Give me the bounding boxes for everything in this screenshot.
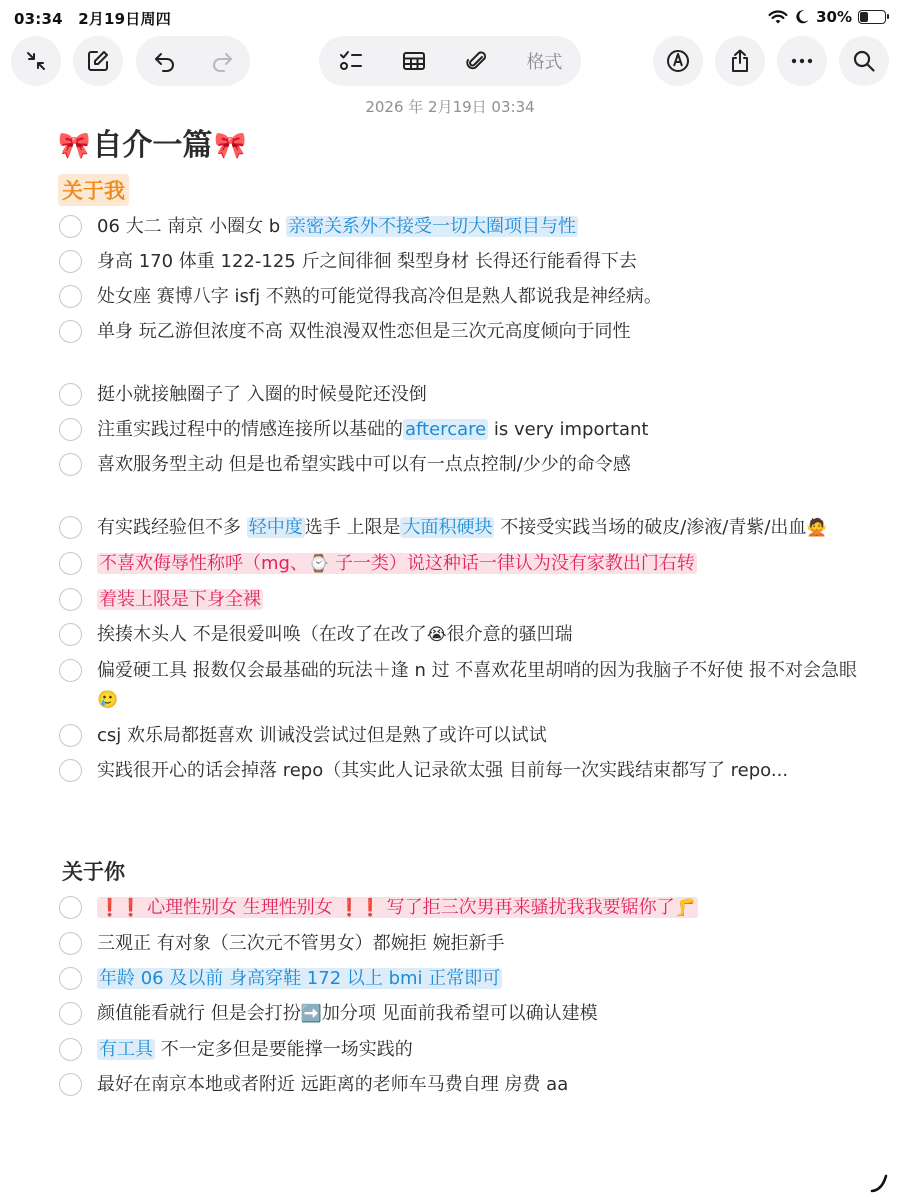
checklist-about-you <box>58 893 858 1099</box>
highlight-text: 心理性别女 生理性别女 <box>141 897 339 918</box>
status-left <box>14 8 181 29</box>
moon-icon <box>794 9 810 25</box>
bow-emoji: 🎀 <box>58 131 91 161</box>
markup-pen-icon <box>665 48 691 74</box>
status-date: 2月19日周四 <box>78 10 171 28</box>
section-heading-about-me: 关于我 <box>58 174 129 206</box>
checkbox[interactable] <box>59 896 82 919</box>
highlight-text: 子一类）说这种话一律认为没有家教出门右转 <box>329 553 695 574</box>
markup-button[interactable] <box>653 36 703 86</box>
checklist-item <box>58 282 858 311</box>
checklist-item <box>58 380 858 409</box>
watch-emoji: ⌚ <box>307 554 330 574</box>
item-text: 偏爱硬工具 报数仅会最基础的玩法＋逢 n 过 不喜欢花里胡哨的因为我脑子不好使 报不对会急眼 <box>97 660 858 681</box>
highlight-text: aftercare <box>405 419 487 440</box>
blank-lines <box>58 791 858 849</box>
highlight-text: 不喜欢侮辱性称呼（mg、 <box>99 553 308 574</box>
highlight-text: 有工具 <box>99 1039 153 1060</box>
checkbox[interactable] <box>59 1073 82 1096</box>
highlight-text: 大面积硬块 <box>402 517 493 538</box>
item-text: 处女座 赛博八字 isfj 不熟的可能觉得我高冷但是熟人都说我是神经病。 <box>97 286 662 307</box>
checkbox[interactable] <box>59 588 82 611</box>
checklist-icon[interactable] <box>338 48 364 74</box>
checkbox[interactable] <box>59 724 82 747</box>
checklist-item <box>58 415 858 444</box>
checklist-item <box>58 893 858 923</box>
undo-redo-group <box>136 36 250 86</box>
attachment-icon[interactable] <box>464 48 490 74</box>
gesture-emoji: 🙅 <box>806 518 828 538</box>
exclamation-emoji: ❗❗ <box>99 898 142 918</box>
page-curl-icon[interactable] <box>868 1172 890 1194</box>
collapse-button[interactable] <box>11 36 61 86</box>
highlight-text: 着装上限是下身全裸 <box>99 589 261 610</box>
more-icon <box>789 48 815 74</box>
share-icon <box>727 48 753 74</box>
checkbox[interactable] <box>59 285 82 308</box>
search-icon <box>851 48 877 74</box>
item-text: 最好在南京本地或者附近 远距离的老师车马费自理 房费 aa <box>97 1074 569 1095</box>
item-text: 身高 170 体重 122-125 斤之间徘徊 梨型身材 长得还行能看得下去 <box>97 251 637 272</box>
checkbox[interactable] <box>59 516 82 539</box>
checkbox[interactable] <box>59 623 82 646</box>
crying-emoji: 😭 <box>426 625 447 645</box>
highlight-text: 轻中度 <box>248 517 303 538</box>
checklist-item <box>58 620 858 650</box>
checklist-item <box>58 212 858 241</box>
checklist-about-me-3 <box>58 513 858 785</box>
search-button[interactable] <box>839 36 889 86</box>
status-bar <box>0 0 900 34</box>
status-right <box>768 8 886 26</box>
checklist-about-me <box>58 212 858 346</box>
item-text: 06 大二 南京 小圈女 b <box>97 216 286 237</box>
checkbox[interactable] <box>59 932 82 955</box>
item-text: 不一定多但是要能撑一场实践的 <box>155 1039 413 1060</box>
blank-line <box>58 485 858 513</box>
note-body[interactable] <box>58 124 858 1105</box>
table-icon[interactable] <box>401 48 427 74</box>
item-text: 有实践经验但不多 <box>97 517 247 538</box>
item-text: 挨揍木头人 不是很爱叫唤（在改了在改了 <box>97 624 427 645</box>
item-text: 选手 上限是 <box>304 517 401 538</box>
compose-icon <box>85 48 111 74</box>
checklist-item <box>58 1070 858 1099</box>
item-text: 不接受实践当场的破皮/渗液/青紫/出血 <box>494 517 807 538</box>
checklist-item <box>58 549 858 579</box>
checklist-item <box>58 999 858 1029</box>
item-text: 三观正 有对象（三次元不管男女）都婉拒 婉拒新手 <box>97 933 505 954</box>
checklist-item <box>58 585 858 614</box>
right-arrow-emoji: ➡️ <box>300 1004 322 1024</box>
blank-line <box>58 352 858 380</box>
item-text: 单身 玩乙游但浓度不高 双性浪漫双性恋但是三次元高度倾向于同性 <box>97 321 631 342</box>
share-button[interactable] <box>715 36 765 86</box>
note-title <box>58 124 858 168</box>
highlight-text: 写了拒三次男再来骚扰我我要锯你了 <box>380 897 675 918</box>
checkbox[interactable] <box>59 383 82 406</box>
checklist-item <box>58 756 858 785</box>
toolbar <box>0 36 900 86</box>
battery-percent: 30% <box>816 8 852 26</box>
checkbox[interactable] <box>59 659 82 682</box>
checklist-item <box>58 450 858 479</box>
checkbox[interactable] <box>59 759 82 782</box>
battery-icon <box>858 10 886 24</box>
item-text: 喜欢服务型主动 但是也希望实践中可以有一点点控制/少少的命令感 <box>97 454 631 475</box>
redo-icon[interactable] <box>209 48 235 74</box>
item-text: 颜值能看就行 但是会打扮 <box>97 1003 301 1024</box>
item-text: 很介意的骚凹瑞 <box>446 624 573 645</box>
checklist-item <box>58 513 858 543</box>
battery-fill <box>860 12 868 22</box>
wifi-icon <box>768 9 788 25</box>
format-button[interactable]: 格式 <box>526 52 563 73</box>
checklist-item <box>58 1035 858 1064</box>
status-time: 03:34 <box>14 10 63 28</box>
undo-icon[interactable] <box>152 48 178 74</box>
exclamation-emoji: ❗❗ <box>338 898 381 918</box>
item-text: 加分项 见面前我希望可以确认建模 <box>321 1003 598 1024</box>
checklist-item <box>58 656 858 715</box>
note-title-text: 自介一篇 <box>92 128 213 163</box>
bow-emoji: 🎀 <box>214 131 247 161</box>
item-text: 实践很开心的话会掉落 repo（其实此人记录欲太强 目前每一次实践结束都写了 repo... <box>97 760 789 781</box>
highlight-text: 亲密关系外不接受一切大圈项目与性 <box>287 216 576 237</box>
more-button[interactable] <box>777 36 827 86</box>
checkbox[interactable] <box>59 967 82 990</box>
item-text: csj 欢乐局都挺喜欢 训诫没尝试过但是熟了或许可以试试 <box>97 725 547 746</box>
checkbox[interactable] <box>59 552 82 575</box>
checklist-item <box>58 929 858 958</box>
checkbox[interactable] <box>59 1002 82 1025</box>
compose-button[interactable] <box>73 36 123 86</box>
highlight-text: 年龄 06 及以前 身高穿鞋 172 以上 bmi 正常即可 <box>99 968 501 989</box>
checklist-item <box>58 317 858 346</box>
item-text: 挺小就接触圈子了 入圈的时候曼陀还没倒 <box>97 384 427 405</box>
checkbox[interactable] <box>59 215 82 238</box>
checklist-about-me-2 <box>58 380 858 479</box>
item-text: is very important <box>488 419 649 440</box>
checkbox[interactable] <box>59 320 82 343</box>
checkbox[interactable] <box>59 418 82 441</box>
smiling-tear-emoji: 🥲 <box>97 690 119 710</box>
checkbox[interactable] <box>59 453 82 476</box>
collapse-icon <box>23 48 49 74</box>
checklist-item <box>58 247 858 276</box>
checkbox[interactable] <box>59 1038 82 1061</box>
note-timestamp: 2026 年 2月19日 03:34 <box>365 98 535 116</box>
checklist-item <box>58 721 858 750</box>
format-toolbar-group <box>319 36 581 86</box>
section-heading-about-you: 关于你 <box>62 860 125 884</box>
item-text: 注重实践过程中的情感连接所以基础的 <box>97 419 403 440</box>
checklist-item <box>58 964 858 993</box>
leg-emoji: 🦵 <box>674 898 696 918</box>
checkbox[interactable] <box>59 250 82 273</box>
